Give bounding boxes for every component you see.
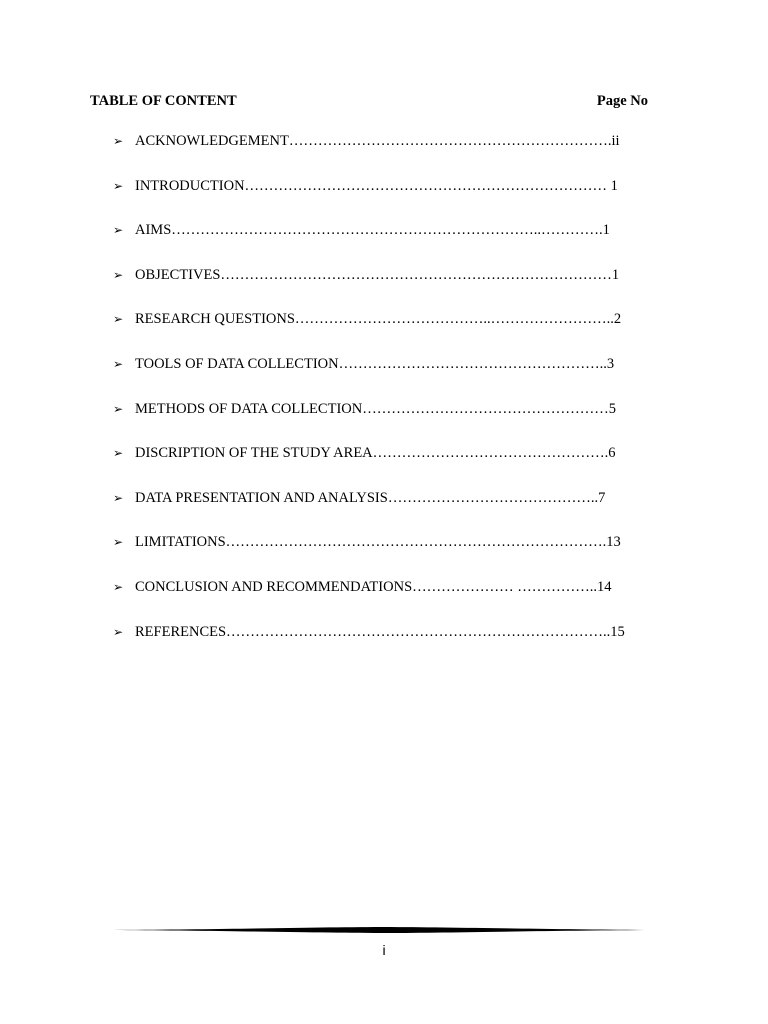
arrowhead-bullet-icon: ➢ xyxy=(113,178,124,193)
arrowhead-bullet-icon: ➢ xyxy=(113,446,124,461)
toc-entry-text: DISCRIPTION OF THE STUDY AREA………………………………………….6 xyxy=(135,445,616,462)
toc-entry-text: METHODS OF DATA COLLECTION……………………………………………5 xyxy=(135,400,616,417)
toc-entry xyxy=(113,488,653,533)
toc-entry xyxy=(113,577,653,622)
toc-entry xyxy=(113,532,653,577)
toc-entry-text: AIMS…………………………………………………………………..………….1 xyxy=(135,222,610,239)
toc-entry-text: LIMITATIONS…………………………………………………………………….13 xyxy=(135,534,621,551)
page-no-label: Page No xyxy=(596,93,648,109)
toc-entry xyxy=(113,622,653,667)
page-number: i xyxy=(382,942,386,958)
arrowhead-bullet-icon: ➢ xyxy=(113,134,124,148)
toc-list xyxy=(113,131,653,666)
toc-title: TABLE OF CONTENT xyxy=(90,93,237,109)
toc-entry xyxy=(113,309,653,354)
toc-entry xyxy=(113,443,653,488)
toc-entry-text: TOOLS OF DATA COLLECTION………………………………………………..3 xyxy=(135,355,615,372)
toc-entry xyxy=(113,220,653,265)
toc-entry-text: RESEARCH QUESTIONS…………………………………..……………………..2 xyxy=(135,311,622,328)
arrowhead-bullet-icon: ➢ xyxy=(113,223,124,238)
toc-entry xyxy=(113,399,653,444)
arrowhead-bullet-icon: ➢ xyxy=(113,624,124,639)
toc-entry xyxy=(113,131,653,176)
toc-entry xyxy=(113,354,653,399)
toc-entry-text: REFERENCES……………………………………………………………………..15 xyxy=(135,623,625,640)
arrowhead-bullet-icon: ➢ xyxy=(113,401,124,416)
toc-entry-text: CONCLUSION AND RECOMMENDATIONS………………… ……………..14 xyxy=(135,578,612,595)
arrowhead-bullet-icon: ➢ xyxy=(113,267,124,282)
toc-entry-text: OBJECTIVES………………………………………………………………………1 xyxy=(135,266,620,283)
toc-entry-text: DATA PRESENTATION AND ANALYSIS……………………………………..7 xyxy=(135,489,606,506)
toc-entry xyxy=(113,176,653,221)
arrowhead-bullet-icon: ➢ xyxy=(113,535,124,550)
toc-entry xyxy=(113,265,653,310)
toc-entry-text: ACKNOWLEDGEMENT………………………………………………………….ii xyxy=(135,133,620,149)
arrowhead-bullet-icon: ➢ xyxy=(113,356,124,371)
toc-entry-text: INTRODUCTION………………………………………………………………… 1 xyxy=(135,177,618,194)
footer-divider xyxy=(113,924,655,936)
arrowhead-bullet-icon: ➢ xyxy=(113,579,124,594)
arrowhead-bullet-icon: ➢ xyxy=(113,312,124,327)
arrowhead-bullet-icon: ➢ xyxy=(113,490,124,505)
toc-header xyxy=(90,93,648,110)
